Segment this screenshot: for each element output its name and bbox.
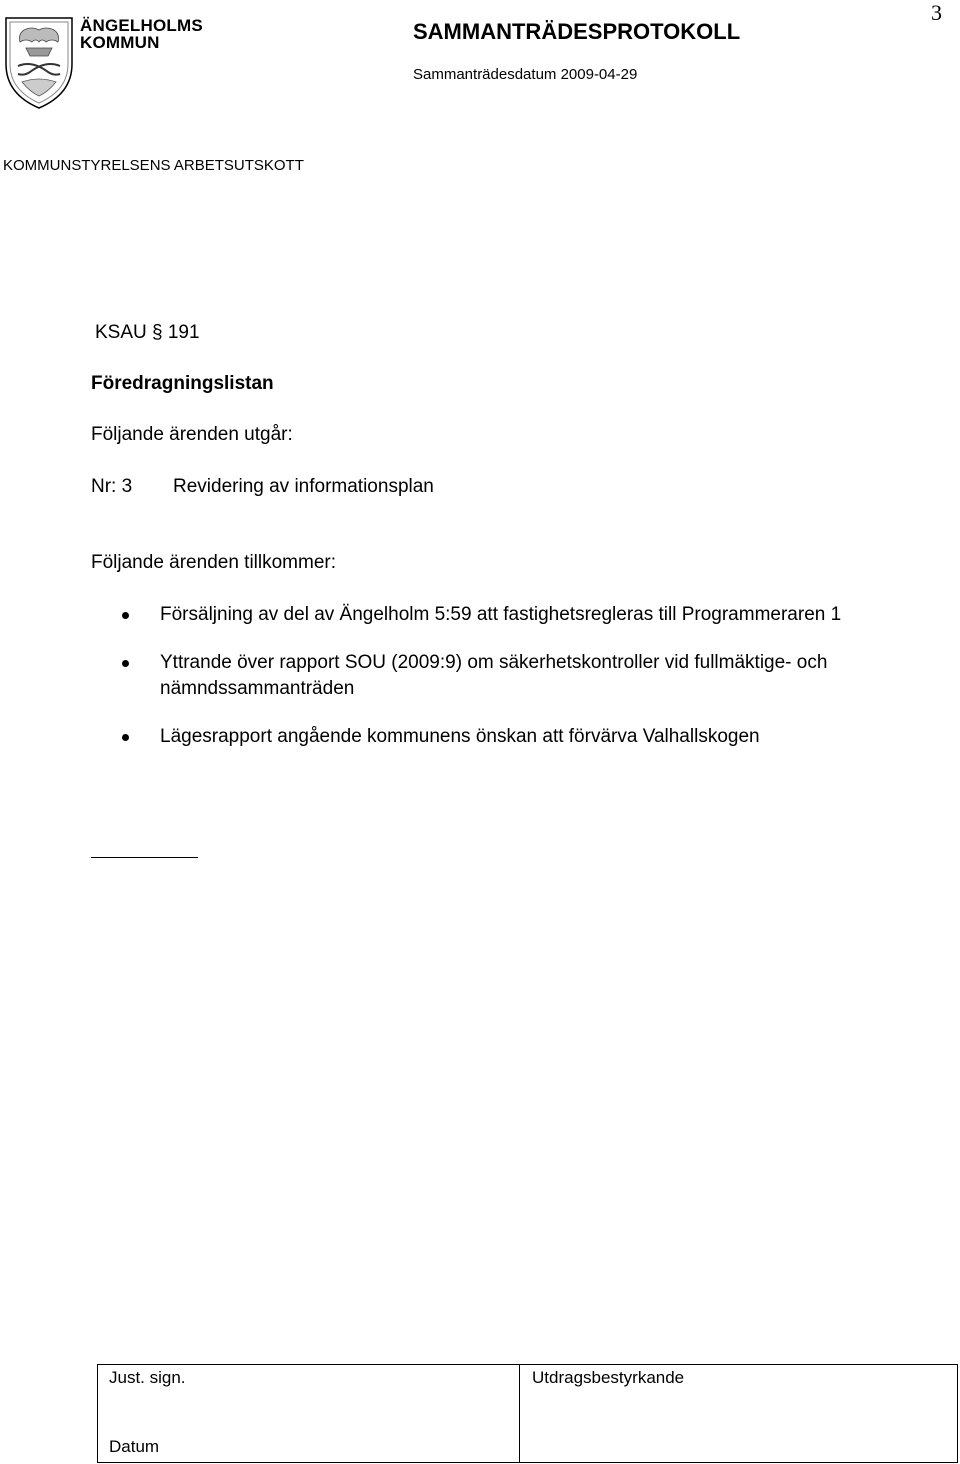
page-number: 3: [931, 0, 942, 25]
section-id: KSAU § 191: [95, 322, 200, 343]
logo-wordmark: [80, 17, 203, 51]
removed-item-number: Nr: 3: [91, 476, 133, 497]
list-item: Lägesrapport angående kommunens önskan att förvärva Valhallskogen: [118, 724, 938, 750]
list-item: Yttrande över rapport SOU (2009:9) om säkerhetskontroller vid fullmäktige- och nämndssammanträden: [118, 650, 938, 702]
crest-logo: [2, 12, 76, 110]
committee-name: KOMMUNSTYRELSENS ARBETSUTSKOTT: [3, 157, 304, 174]
removed-item: [91, 476, 434, 498]
utdragsbestyrkande-label: Utdragsbestyrkande: [532, 1368, 685, 1387]
section-heading: Föredragningslistan: [91, 373, 274, 394]
datum-label: Datum: [109, 1437, 160, 1456]
added-items-list: [118, 602, 938, 772]
removed-item-title: Revidering av informationsplan: [173, 476, 434, 497]
meeting-date: Sammanträdesdatum 2009-04-29: [413, 66, 638, 83]
just-sign-label: Just. sign.: [109, 1368, 186, 1387]
logo-line-2: KOMMUN: [80, 33, 160, 52]
added-intro: Följande ärenden tillkommer:: [91, 552, 337, 573]
removed-intro: Följande ärenden utgår:: [91, 424, 293, 445]
section-end-rule: [91, 857, 198, 858]
list-item: Försäljning av del av Ängelholm 5:59 att fastighetsregleras till Programmeraren 1: [118, 602, 938, 628]
document-title: SAMMANTRÄDESPROTOKOLL: [413, 19, 741, 44]
signature-box-divider: [519, 1365, 520, 1462]
signature-box: [97, 1364, 958, 1463]
logo-line-1: ÄNGELHOLMS: [80, 16, 203, 35]
